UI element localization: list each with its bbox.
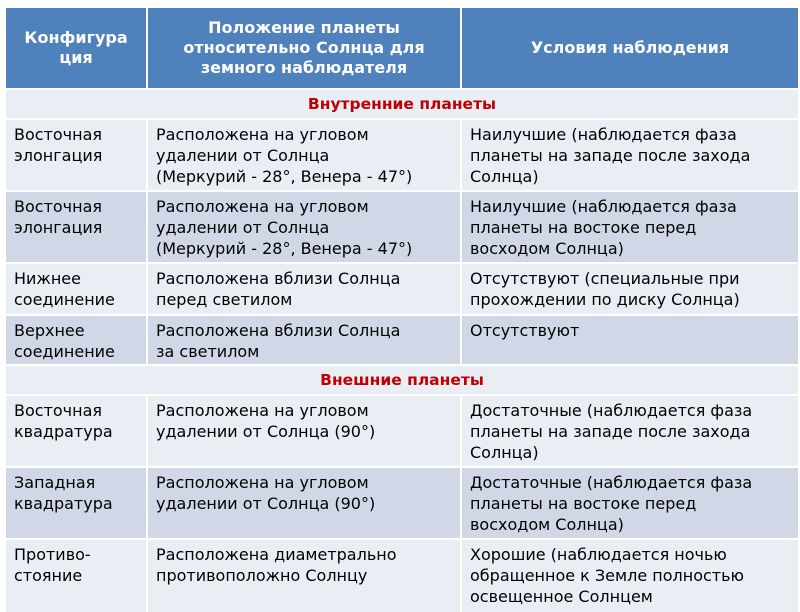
table-cell: Наилучшие (наблюдается фаза планеты на востоке перед восходом Солнца) [462, 192, 798, 262]
section-title-inner-planets: Внутренние планеты [6, 90, 798, 118]
table-cell: Хорошие (наблюдается ночью обращенное к Земле полностью освещенное Солнцем [462, 540, 798, 612]
planet-configurations-table [6, 8, 794, 606]
table-cell: Западная квадратура [6, 468, 146, 538]
table-cell: Расположена на угловом удалении от Солнца (Меркурий - 28°, Венера - 47°) [148, 120, 460, 190]
table-cell: Наилучшие (наблюдается фаза планеты на западе после захода Солнца) [462, 120, 798, 190]
header-configuration: Конфигура ция [6, 8, 146, 88]
header-position: Положение планеты относительно Солнца для земного наблюдателя [148, 8, 460, 88]
header-observation-conditions: Условия наблюдения [462, 8, 798, 88]
table-cell: Нижнее соединение [6, 264, 146, 314]
table-cell: Противо- стояние [6, 540, 146, 612]
table-cell: Восточная квадратура [6, 396, 146, 466]
table-cell: Расположена на угловом удалении от Солнца (90°) [148, 468, 460, 538]
table-cell: Расположена на угловом удалении от Солнца (Меркурий - 28°, Венера - 47°) [148, 192, 460, 262]
table-cell: Отсутствуют [462, 316, 798, 364]
table-cell: Восточная элонгация [6, 192, 146, 262]
table-cell: Расположена вблизи Солнца за светилом [148, 316, 460, 364]
table-cell: Расположена на угловом удалении от Солнца (90°) [148, 396, 460, 466]
table-cell: Расположена диаметрально противоположно Солнцу [148, 540, 460, 612]
table-grid [6, 8, 794, 612]
table-cell: Достаточные (наблюдается фаза планеты на востоке перед восходом Солнца) [462, 468, 798, 538]
table-cell: Достаточные (наблюдается фаза планеты на западе после захода Солнца) [462, 396, 798, 466]
table-cell: Верхнее соединение [6, 316, 146, 364]
table-cell: Расположена вблизи Солнца перед светилом [148, 264, 460, 314]
table-cell: Отсутствуют (специальные при прохождении по диску Солнца) [462, 264, 798, 314]
table-cell: Восточная элонгация [6, 120, 146, 190]
section-title-outer-planets: Внешние планеты [6, 366, 798, 394]
